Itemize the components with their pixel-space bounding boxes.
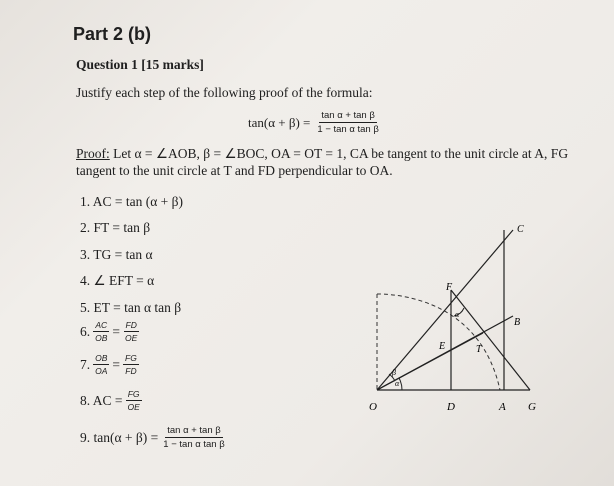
step-7-right-num: FG <box>125 353 137 363</box>
formula-denominator: 1 − tan α tan β <box>317 124 379 135</box>
step-7-number: 7. <box>80 356 91 372</box>
label-alpha-o: α <box>395 379 400 388</box>
label-d: D <box>447 401 455 413</box>
label-c: C <box>517 224 524 235</box>
formula-fraction <box>315 110 380 135</box>
label-t: T <box>476 344 482 355</box>
step-6-right-num: FD <box>125 320 137 330</box>
step-8-den: OE <box>127 402 140 412</box>
step-9-num: tan α + tan β <box>167 425 221 436</box>
step-7-left-den: OA <box>95 366 108 376</box>
proof-text: Let α = ∠AOB, β = ∠BOC, OA = OT = 1, CA be tangent to the unit circle at A, FG tangent to the unit circle at T and FD perpendicular to OA. <box>76 146 569 178</box>
geometry-diagram <box>362 218 562 418</box>
part-heading: Part 2 (b) <box>73 24 152 44</box>
step-9-fraction <box>161 425 226 450</box>
step-6-fraction-right <box>123 320 139 343</box>
line-oc <box>377 230 513 390</box>
proof-paragraph <box>76 145 576 179</box>
alpha-arc <box>399 378 402 390</box>
label-g: G <box>528 401 536 413</box>
step-6-number: 6. <box>80 323 91 339</box>
step-6-fraction-left <box>93 320 109 343</box>
label-beta-o: β <box>392 368 396 377</box>
tangent-fg <box>451 290 530 390</box>
step-7 <box>80 353 139 376</box>
step-7-right-den: FD <box>125 366 137 376</box>
label-f: F <box>446 282 453 293</box>
label-e: E <box>439 341 446 352</box>
step-1: 1. AC = tan (α + β) <box>80 194 184 209</box>
label-o: O <box>369 401 377 413</box>
label-b: B <box>514 317 521 328</box>
step-6-right-den: OE <box>125 333 138 343</box>
step-4: 4. ∠ EFT = α <box>80 273 155 288</box>
step-6 <box>80 320 139 343</box>
step-2: 2. FT = tan β <box>80 220 151 235</box>
question-heading: Question 1 [15 marks] <box>76 57 204 72</box>
line-ot <box>377 333 483 390</box>
label-a: A <box>499 401 506 413</box>
intro-text: Justify each step of the following proof of the formula: <box>76 85 373 100</box>
step-6-equals: = <box>112 323 121 339</box>
target-formula <box>248 110 381 135</box>
step-9 <box>80 425 227 450</box>
step-8-fraction <box>126 389 142 412</box>
step-7-fraction-left <box>93 353 109 376</box>
step-8-num: FG <box>127 389 140 399</box>
step-6-left-num: AC <box>95 320 108 330</box>
step-8-lhs: 8. AC = <box>80 392 123 408</box>
formula-lhs: tan(α + β) = <box>248 114 311 130</box>
step-5: 5. ET = tan α tan β <box>80 300 182 315</box>
label-alpha-f: α <box>455 310 460 319</box>
step-9-lhs: 9. tan(α + β) = <box>80 429 159 445</box>
step-3: 3. TG = tan α <box>80 247 153 262</box>
formula-numerator: tan α + tan β <box>321 110 375 121</box>
step-7-equals: = <box>112 356 121 372</box>
step-9-den: 1 − tan α tan β <box>163 439 225 450</box>
proof-label: Proof: <box>76 146 110 161</box>
step-8 <box>80 389 142 412</box>
step-6-left-den: OB <box>95 333 108 343</box>
step-7-fraction-right <box>123 353 139 376</box>
step-7-left-num: OB <box>95 353 108 363</box>
